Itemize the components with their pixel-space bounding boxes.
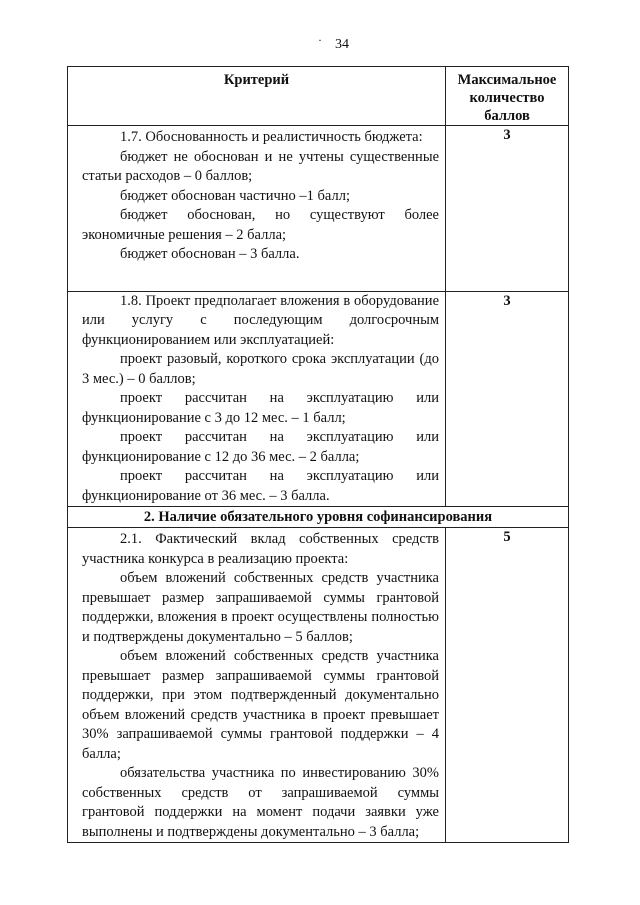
criterion-line: бюджет обоснован частично –1 балл;: [120, 187, 350, 204]
page-number-value: 34: [335, 37, 349, 52]
criterion-line: проект рассчитан на эксплуатацию или функционирование от 36 мес. – 3 балла.: [82, 468, 439, 504]
score-cell: 3: [446, 126, 569, 292]
criterion-line: бюджет обоснован – 3 балла.: [120, 246, 300, 262]
criterion-line: 1.7. Обоснованность и реалистичность бюджета:: [120, 129, 423, 145]
criterion-cell: [68, 528, 446, 843]
criterion-line: проект рассчитан на эксплуатацию или функционирование с 12 до 36 мес. – 2 балла;: [82, 429, 439, 465]
section-title: 2. Наличие обязательного уровня софинансирования: [68, 507, 569, 528]
page-marker: ·: [318, 33, 322, 47]
criterion-line: проект рассчитан на эксплуатацию или функционирование с 3 до 12 мес. – 1 балл;: [82, 390, 439, 426]
header-max-score: Максимальное количество баллов: [446, 67, 569, 126]
criterion-line: бюджет не обоснован и не учтены существенные статьи расходов – 0 баллов;: [82, 148, 439, 184]
table-row: [68, 291, 569, 507]
criteria-table: [67, 66, 569, 843]
score-cell: 3: [446, 291, 569, 507]
criterion-line: 1.8. Проект предполагает вложения в оборудование или услугу с последующим долгосрочным функционированием или эксплуатацией:: [82, 292, 439, 348]
section-row: [68, 507, 569, 528]
table-row: [68, 528, 569, 843]
header-criterion: Критерий: [68, 67, 446, 126]
criterion-line: проект разовый, короткого срока эксплуатации (до 3 мес.) – 0 баллов;: [82, 351, 439, 387]
criterion-cell: [68, 126, 446, 292]
criterion-line: 2.1. Фактический вклад собственных средств участника конкурса в реализацию проекта:: [82, 531, 439, 567]
criterion-line: объем вложений собственных средств участника превышает размер запрашиваемой суммы грантовой поддержки, вложения в проект осуществлены полностью и подтверждены документально – 5 баллов;: [82, 570, 439, 645]
score-cell: 5: [446, 528, 569, 843]
table-header-row: [68, 67, 569, 126]
criterion-line: обязательства участника по инвестированию 30% собственных средств от запрашиваемой суммы грантовой поддержки на момент подачи заявки уже выполнены и подтверждены документально – 3 балла;: [82, 765, 439, 840]
criterion-line: объем вложений собственных средств участника превышает размер запрашиваемой суммы грантовой поддержки, при этом подтвержденный документально объем вложений средств участника в проект превышает 30% запрашиваемой суммы грантовой поддержки – 4 балла;: [82, 648, 439, 762]
criterion-cell: [68, 291, 446, 507]
table-row: [68, 126, 569, 292]
criterion-line: бюджет обоснован, но существуют более экономичные решения – 2 балла;: [82, 207, 439, 243]
